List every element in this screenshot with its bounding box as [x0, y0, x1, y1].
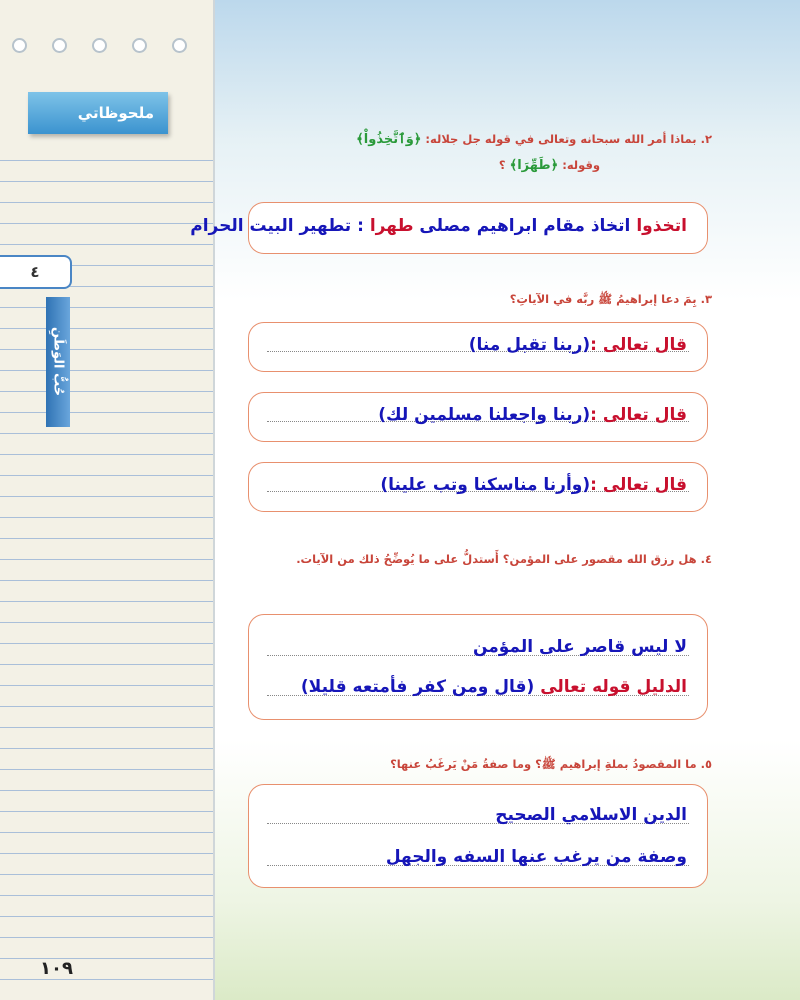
answer-line-2 — [301, 677, 687, 697]
question-number: ٣. — [700, 292, 712, 306]
question-2-line-2 — [499, 158, 600, 173]
answer-prefix: قال تعالى : — [590, 335, 687, 355]
answer-prefix: قال تعالى : — [590, 405, 687, 425]
answer-verse: (ربنا تقبل منا) — [468, 335, 591, 355]
question-5 — [390, 757, 712, 774]
answer-verse: (وأرنا مناسكنا وتب علينا) — [380, 475, 591, 495]
question-text: وقوله: — [562, 158, 600, 172]
answer-prefix: الدليل قوله تعالى — [540, 677, 687, 697]
answer-phrase: اتخاذ مقام ابراهيم مصلى — [419, 216, 631, 236]
answer-box-q3-1 — [248, 322, 708, 372]
question-text: بماذا أمر الله سبحانه وتعالى في قوله جل جلاله: — [425, 132, 697, 146]
answer-box-q3-3 — [248, 462, 708, 512]
answer-line-2: وصفة من يرغب عنها السفه والجهل — [385, 847, 687, 867]
answer-keyword: طهرا — [369, 216, 414, 236]
notes-sidebar — [0, 0, 215, 1000]
answer-prefix: قال تعالى : — [590, 475, 687, 495]
answer-box-q4 — [248, 614, 708, 720]
question-text: ما المقصودُ بملةِ إبراهيم ﷺ؟ وما صفةُ مَنْ يَرغَبُ عنها؟ — [390, 757, 697, 771]
answer-line-1: الدين الاسلامي الصحيح — [495, 805, 687, 825]
binder-ring-icon — [132, 38, 147, 53]
answer-phrase: : تطهير البيت الحرام — [190, 216, 364, 236]
binder-ring-icon — [172, 38, 187, 53]
unit-number-badge: ٤ — [0, 255, 72, 289]
answer-box-q3-2 — [248, 392, 708, 442]
question-number: ٤. — [700, 552, 712, 566]
binder-ring-icon — [12, 38, 27, 53]
quran-quote: ﴿وَٱتَّخِذُواْ﴾ — [356, 132, 422, 147]
binder-ring-icon — [52, 38, 67, 53]
question-text: بِمَ دعا إبراهيمُ ﷺ ربَّه في الآياتِ؟ — [509, 292, 697, 306]
answer-text — [469, 335, 687, 355]
answer-text — [378, 405, 687, 425]
answer-verse: (ربنا واجعلنا مسلمين لك) — [378, 405, 591, 425]
binder-ring-icon — [92, 38, 107, 53]
answer-verse: (قال ومن كفر فأمتعه قليلا) — [300, 677, 535, 697]
answer-text — [380, 475, 687, 495]
unit-ribbon-title: حُبُّ الوَطَنِ — [50, 327, 66, 397]
question-number: ٥. — [700, 757, 712, 771]
question-mark: ؟ — [498, 158, 506, 172]
notes-tab: ملحوظاتي — [28, 92, 168, 134]
question-number: ٢. — [700, 132, 712, 146]
answer-box-q2 — [190, 202, 708, 254]
answer-text — [190, 216, 687, 236]
question-3 — [510, 292, 712, 309]
page-number: ١٠٩ — [40, 958, 73, 979]
answer-line-1: لا ليس قاصر على المؤمن — [472, 637, 687, 657]
quran-quote: ﴿طَهِّرَا﴾ — [509, 158, 559, 173]
question-text: هل رزق الله مقصور على المؤمن؟ أَستدلُّ على ما يُوضِّحُ ذلك من الآيات. — [296, 552, 697, 566]
question-2 — [356, 132, 712, 147]
answer-keyword: اتخذوا — [636, 216, 687, 236]
answer-box-q5 — [248, 784, 708, 888]
question-4 — [296, 552, 712, 566]
